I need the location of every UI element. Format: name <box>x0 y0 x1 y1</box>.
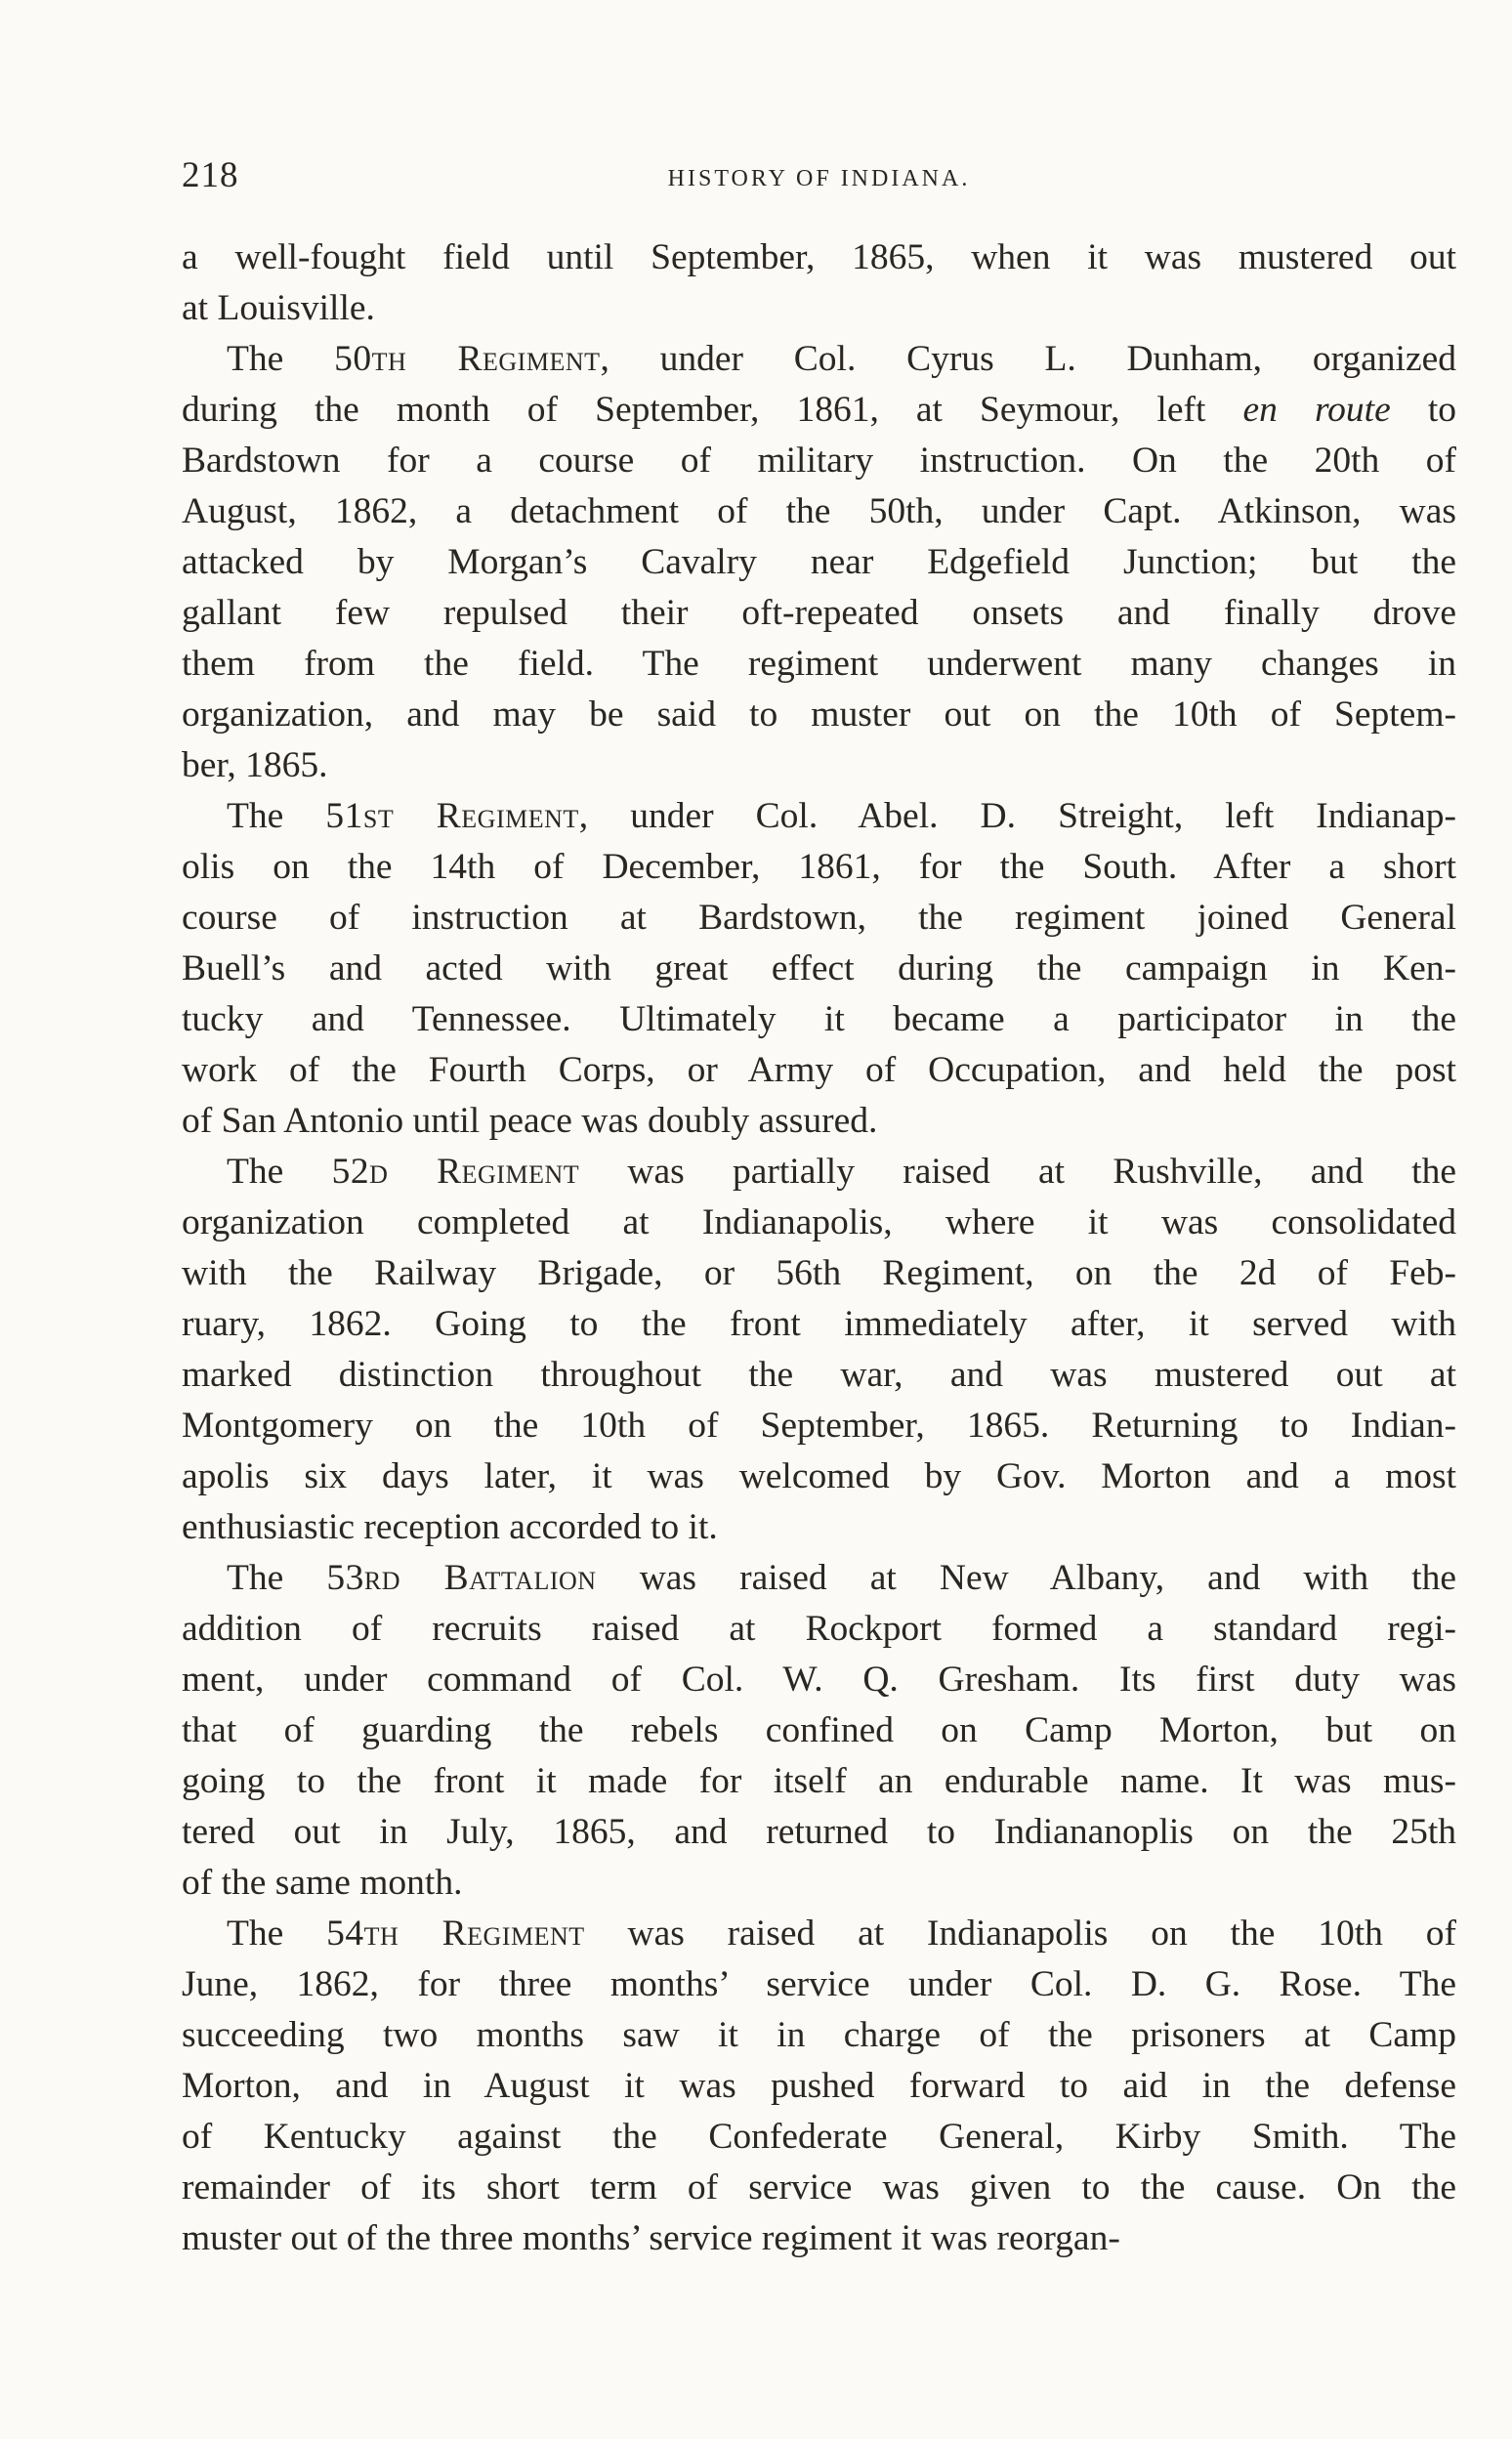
paragraph <box>182 1553 1456 1909</box>
text-line <box>182 2213 1456 2264</box>
text-run: Morton, and in August it was pushed forward to aid in the defense <box>182 2066 1456 2106</box>
text-run: August, 1862, a detachment of the 50th, under Capt. Atkinson, was <box>182 491 1456 531</box>
text-line <box>182 1451 1456 1502</box>
regiment-name: 50th Regiment <box>334 339 601 379</box>
text-run: The <box>227 1152 332 1192</box>
text-line <box>182 385 1456 436</box>
text-line <box>182 1807 1456 1858</box>
text-run: was raised at Indianapolis on the 10th of <box>584 1913 1456 1954</box>
italic-text: en route <box>1242 390 1391 430</box>
text-line <box>182 944 1456 994</box>
running-head <box>182 154 1456 201</box>
text-line <box>182 1248 1456 1299</box>
text-line <box>182 1909 1456 1959</box>
text-line <box>182 232 1456 283</box>
text-line <box>182 1553 1456 1604</box>
text-line <box>182 893 1456 944</box>
text-line <box>182 740 1456 791</box>
text-run: a well-fought field until September, 1865, when it was mustered out <box>182 237 1456 277</box>
regiment-name: 51st Regiment <box>325 796 579 836</box>
text-run: them from the field. The regiment underwent many changes in <box>182 644 1456 684</box>
text-run: , under Col. Cyrus L. Dunham, organized <box>600 339 1456 379</box>
text-run: going to the front it made for itself an endurable name. It was mus- <box>182 1761 1456 1801</box>
text-line <box>182 1350 1456 1401</box>
text-run: The <box>227 1913 327 1954</box>
text-run: addition of recruits raised at Rockport formed a standard regi- <box>182 1609 1456 1649</box>
text-run: was raised at New Albany, and with the <box>596 1558 1456 1598</box>
text-line <box>182 994 1456 1045</box>
text-run: olis on the 14th of December, 1861, for the South. After a short <box>182 847 1456 887</box>
text-line <box>182 2112 1456 2163</box>
page-number: 218 <box>182 155 239 195</box>
text-line <box>182 537 1456 588</box>
text-run: Montgomery on the 10th of September, 1865. Returning to Indian- <box>182 1406 1456 1446</box>
regiment-name: 52d Regiment <box>331 1152 580 1192</box>
text-line <box>182 2061 1456 2112</box>
text-run: that of guarding the rebels confined on Camp Morton, but on <box>182 1710 1456 1750</box>
body-text <box>182 232 1456 2264</box>
text-run: to <box>1390 390 1456 430</box>
text-run: apolis six days later, it was welcomed by Gov. Morton and a most <box>182 1456 1456 1496</box>
text-run: ruary, 1862. Going to the front immediately after, it served with <box>182 1304 1456 1344</box>
text-line <box>182 842 1456 893</box>
regiment-name: 54th Regiment <box>326 1913 585 1954</box>
text-line <box>182 436 1456 486</box>
text-line <box>182 639 1456 690</box>
text-run: succeeding two months saw it in charge of the prisoners at Camp <box>182 2015 1456 2055</box>
text-run: gallant few repulsed their oft-repeated onsets and finally drove <box>182 593 1456 633</box>
text-line <box>182 486 1456 537</box>
text-line <box>182 1096 1456 1147</box>
paragraph <box>182 334 1456 791</box>
text-run: The <box>227 1558 327 1598</box>
text-run: marked distinction throughout the war, and was mustered out at <box>182 1355 1456 1395</box>
text-run: muster out of the three months’ service regiment it was reorgan- <box>182 2218 1120 2258</box>
paragraph <box>182 232 1456 334</box>
text-line <box>182 334 1456 385</box>
text-line <box>182 1401 1456 1451</box>
text-run: organization, and may be said to muster out on the 10th of Septem- <box>182 694 1456 735</box>
paragraph <box>182 791 1456 1147</box>
text-line <box>182 1198 1456 1248</box>
text-run: Bardstown for a course of military instruction. On the 20th of <box>182 441 1456 481</box>
text-run: during the month of September, 1861, at Seymour, left <box>182 390 1243 430</box>
text-run: with the Railway Brigade, or 56th Regiment, on the 2d of Feb- <box>182 1253 1456 1293</box>
text-line <box>182 588 1456 639</box>
paragraph <box>182 1909 1456 2264</box>
text-run: ment, under command of Col. W. Q. Gresham. Its first duty was <box>182 1660 1456 1700</box>
text-run: The <box>227 796 326 836</box>
text-run: organization completed at Indianapolis, where it was consolidated <box>182 1202 1456 1242</box>
text-run: tucky and Tennessee. Ultimately it became a participator in the <box>182 999 1456 1039</box>
text-run: of San Antonio until peace was doubly assured. <box>182 1101 878 1141</box>
text-run: course of instruction at Bardstown, the regiment joined General <box>182 898 1456 938</box>
text-line <box>182 690 1456 740</box>
text-run: enthusiastic reception accorded to it. <box>182 1507 718 1547</box>
paragraph <box>182 1147 1456 1553</box>
text-line <box>182 1858 1456 1909</box>
text-line <box>182 1959 1456 2010</box>
text-line <box>182 1604 1456 1655</box>
text-line <box>182 1756 1456 1807</box>
text-line <box>182 1299 1456 1350</box>
regiment-name: 53rd Battalion <box>326 1558 597 1598</box>
text-run: , under Col. Abel. D. Streight, left Indianap- <box>578 796 1456 836</box>
text-run: attacked by Morgan’s Cavalry near Edgefield Junction; but the <box>182 542 1456 582</box>
text-line <box>182 1147 1456 1198</box>
page-header: HISTORY OF INDIANA. <box>667 166 971 191</box>
text-line <box>182 1502 1456 1553</box>
text-run: was partially raised at Rushville, and the <box>579 1152 1456 1192</box>
text-run: at Louisville. <box>182 288 375 328</box>
text-line <box>182 283 1456 334</box>
text-line <box>182 1045 1456 1096</box>
text-run: work of the Fourth Corps, or Army of Occupation, and held the post <box>182 1050 1456 1090</box>
text-run: Buell’s and acted with great effect during the campaign in Ken- <box>182 948 1456 988</box>
text-line <box>182 1705 1456 1756</box>
text-run: of the same month. <box>182 1863 463 1903</box>
text-line <box>182 2163 1456 2213</box>
text-line <box>182 791 1456 842</box>
text-run: tered out in July, 1865, and returned to Indiananoplis on the 25th <box>182 1812 1456 1852</box>
text-run: of Kentucky against the Confederate General, Kirby Smith. The <box>182 2117 1456 2157</box>
text-run: remainder of its short term of service was given to the cause. On the <box>182 2167 1456 2208</box>
text-line <box>182 1655 1456 1705</box>
text-run: The <box>227 339 335 379</box>
text-run: ber, 1865. <box>182 745 328 785</box>
text-line <box>182 2010 1456 2061</box>
text-run: June, 1862, for three months’ service under Col. D. G. Rose. The <box>182 1964 1456 2004</box>
